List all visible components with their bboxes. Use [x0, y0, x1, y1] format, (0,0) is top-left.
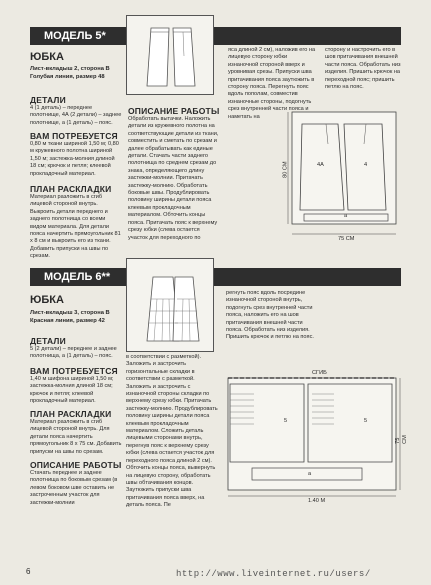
model5-figure [126, 15, 214, 95]
model5-needs-text: 0,80 м ткани шириной 1,50 м; 0,80 м кружевного полотна шириной 1,50 м; застежка-молния длиной 18 см; крючок и петля; клеевой прокладочный материал. [30, 141, 119, 177]
model6-layout-heading: ПЛАН РАСКЛАДКИ [30, 409, 112, 419]
model6-line: Красная линия, размер 42 [30, 317, 105, 324]
source-url-watermark: http://www.liveinternet.ru/users/ [176, 569, 371, 579]
model6-title: МОДЕЛЬ 6** [44, 271, 111, 283]
model6-pattern-diagram [224, 370, 409, 505]
model5-label-belt: а [344, 213, 348, 219]
model5-needs-heading: ВАМ ПОТРЕБУЕТСЯ [30, 131, 118, 141]
model5-layout-text: Материал разложить в сгиб лицевой стороной внутрь. Выкроить детали переднего и заднего полотнища со всеми видом материала. Для детали пояса начертить прямоугольник 81 х 8 см и выкроить его из ткани. Добавить припуски на швы по срезам. [30, 194, 121, 260]
model6-header-strip [212, 268, 401, 286]
skirt-sketch-icon [127, 16, 213, 94]
model6-col3-text: регнуть пояс вдоль посредине изнаночной стороной внутрь, подогнуть срез внутренней части пояса, наложить его на шов притачивания внешней части пояса. Обработать низ изделия. Пришить крючок и петлю на пояс. [226, 290, 314, 341]
model5-pattern-diagram [282, 110, 407, 250]
model5-layout-heading: ПЛАН РАСКЛАДКИ [30, 184, 112, 194]
model6-label-fold: СГИБ [312, 370, 327, 376]
model5-title: МОДЕЛЬ 5* [44, 30, 106, 42]
model6-label-5a: 5 [284, 418, 288, 424]
page-number: 6 [26, 567, 31, 576]
model5-sheet-info [30, 66, 130, 81]
model5-label-length: 80 СМ [282, 161, 289, 178]
model5-details-text: 4 (1 деталь) – переднее полотнище, 4А (2 детали) – заднее полотнище, а (1 деталь) – пояс. [30, 105, 122, 126]
model5-header-strip [212, 27, 401, 45]
model6-figure [126, 258, 214, 352]
model6-needs-heading: ВАМ ПОТРЕБУЕТСЯ [30, 366, 118, 376]
model6-label-width: 1.40 М [308, 498, 326, 504]
model6-col2-text: в соответствии с разметкой). Заложить и застрочить горизонтальные складки в соответствии с разметкой. Заложить и застрочить с изнаночной стороны складки по верхнему срезу юбки. Притачать застежку-молнию. Продублировать половину ширины детали пояса клеевым прокладочным материалом. Сложить деталь лицевыми сторонами внутрь, перегнув пояс к верхнему срезу юбки (слева остается участок для переходного пояса длиной 2 см). Обточить концы пояса, вывернуть на лицевую сторону, обработать швы обтачивания концов. Заутюжить припуски шва притачивания пояса вверх, на деталь пояса. Пе [126, 354, 218, 509]
model6-work-text: Стачать переднее и заднее полотнища по боковым срезам (в левом боковом шве оставить не застроченным участок для застежки-молнии [30, 470, 118, 506]
model6-work-heading: ОПИСАНИЕ РАБОТЫ [30, 460, 122, 470]
model5-title-bar [30, 27, 140, 45]
pleated-skirt-sketch-icon [127, 259, 213, 351]
model5-sheet: Лист-вкладыш 2, сторона В [30, 66, 110, 72]
model6-sheet-info [30, 310, 130, 325]
model5-col4-text: сторону и настрочить его в шов притачивания внешней части пояса. Обработать низ изделия. Пришить крючок на переходной пояс; пришить петлю на пояс. [325, 47, 401, 91]
model5-details-heading: ДЕТАЛИ [30, 95, 66, 105]
model6-sheet: Лист-вкладыш 3, сторона В [30, 310, 110, 316]
model5-work-heading: ОПИСАНИЕ РАБОТЫ [128, 106, 220, 116]
model6-title-bar [30, 268, 140, 286]
model6-layout-text: Материал разложить в сгиб лицевой стороной внутрь. Для детали пояса начертить прямоугольник 8 х 75 см. Добавить припуски на швы по срезам. [30, 419, 122, 455]
model5-col3-text: яса длиной 2 см), наложив его на лицевую сторону юбки изнаночной стороной вверх и уровнивая срезы. Припуски шва притачивания пояса заутюжить в сторону пояса. Перегнуть пояс вдоль пополам, совместив изнаночные стороны, подогнуть срез внутренней части пояса и наметать на [228, 47, 316, 120]
model6-label-length: 75 СМ [395, 435, 409, 444]
model6-label-5b: 5 [364, 418, 368, 424]
model5-garment: ЮБКА [30, 51, 64, 63]
model6-needs-text: 1,40 м шифона шириной 1,50 м; застежка-молния длиной 18 см; крючок и петля; клеевой прокладочный материал. [30, 376, 114, 405]
model5-work-text: Обработать вытачки. Наложить детали из кружевного полотна на соответствующие детали из ткани, совместить и сметать по срезам и далее обрабатывать как единые детали. Стачать части заднего полотнища по среднем срезам до знака, определяющего длину застежки-молнии. Притачать застежку-молнию. Обработать боковые швы. Продублировать половину ширины детали пояса клеевым прокладочным материалом. Обточить концы пояса. Притачать пояс к верхнему срезу юбки (слева остается участок для переходного по [128, 116, 219, 241]
model6-details-heading: ДЕТАЛИ [30, 336, 66, 346]
model6-label-belt: а [308, 471, 312, 477]
model5-label-4a: 4А [317, 162, 324, 168]
model6-garment: ЮБКА [30, 294, 64, 306]
model6-details-text: 5 (2 детали) – переднее и заднее полотнища, а (1 деталь) – пояс. [30, 346, 117, 360]
model5-label-width: 75 СМ [338, 236, 355, 242]
model5-label-4: 4 [364, 162, 368, 168]
model5-line: Голубая линия, размер 48 [30, 73, 105, 80]
